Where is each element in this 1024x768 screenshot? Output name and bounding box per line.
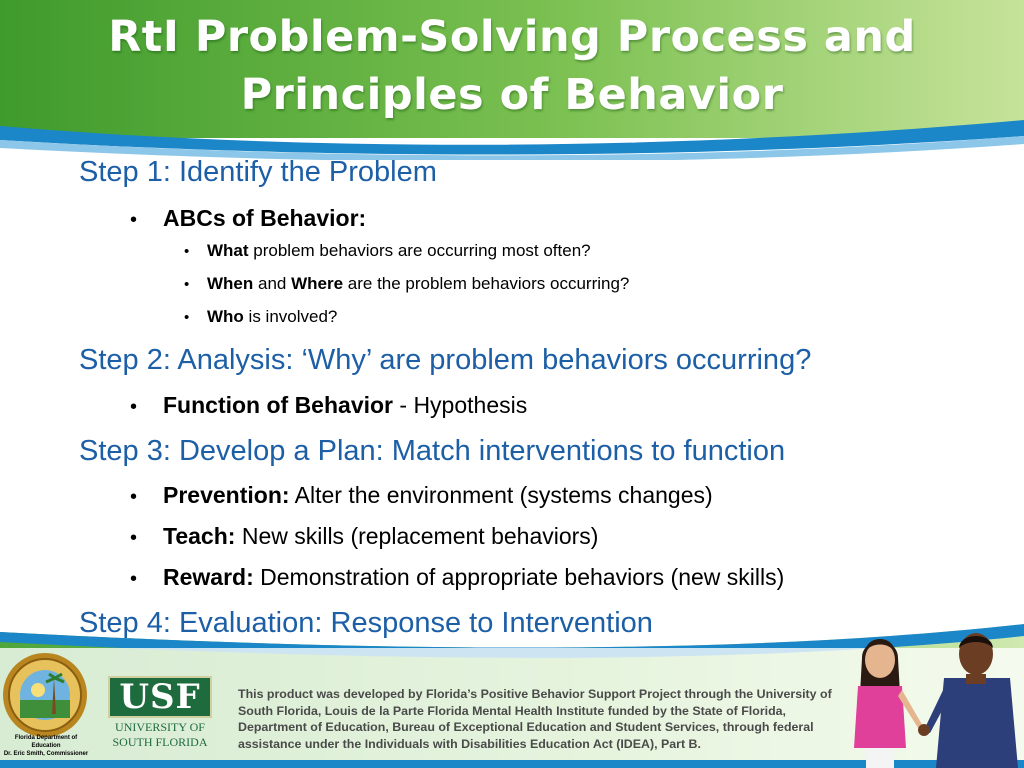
florida-state-seal-icon — [2, 652, 88, 738]
bullet-dot-icon: • — [130, 568, 138, 590]
step-4-heading: Step 4: Evaluation: Response to Intervention — [79, 607, 653, 639]
step-3-heading: Step 3: Develop a Plan: Match interventions to function — [79, 435, 786, 467]
step-1-heading: Step 1: Identify the Problem — [79, 156, 437, 188]
bullet-dot-icon: • — [184, 243, 190, 260]
bullet-dot-icon: • — [184, 276, 190, 293]
seal-caption: Florida Department of Education Dr. Eric Smith, Commissioner — [3, 735, 89, 757]
sub-bullet-when-where: • When and Where are the problem behaviors occurring? — [184, 272, 629, 297]
usf-logo — [108, 676, 212, 752]
girl-figure — [854, 639, 924, 768]
sub-bullet-who: • Who is involved? — [184, 305, 337, 330]
bullet-teach: • Teach: New skills (replacement behaviors) — [130, 521, 598, 553]
bullet-dot-icon: • — [130, 396, 138, 418]
bullet-dot-icon: • — [130, 209, 138, 231]
boy-figure — [918, 633, 1018, 768]
step-2-heading: Step 2: Analysis: ‘Why’ are problem behaviors occurring? — [79, 344, 812, 376]
bullet-reward: • Reward: Demonstration of appropriate behaviors (new skills) — [130, 562, 784, 594]
slide-title: RtI Problem-Solving Process and Principles of Behavior — [108, 12, 916, 120]
bullet-dot-icon: • — [184, 309, 190, 326]
funding-statement: This product was developed by Florida’s Positive Behavior Support Project through the University of South Florida, Louis de la Parte Florida Mental Health Institute funded by the State of Florida, Department of Education, Bureau of Exceptional Education and Student Services, through federal assistance under the Individuals with Disabilities Education Act (IDEA), Part B. — [238, 687, 832, 751]
bullet-abcs: • ABCs of Behavior: — [130, 203, 366, 235]
children-photo — [840, 630, 1024, 768]
bullet-dot-icon: • — [130, 486, 138, 508]
sub-bullet-what: • What problem behaviors are occurring most often? — [184, 239, 591, 264]
usf-name: UNIVERSITY OF SOUTH FLORIDA — [112, 720, 208, 749]
bullet-prevention: • Prevention: Alter the environment (systems changes) — [130, 480, 713, 512]
usf-mark: USF — [108, 676, 212, 718]
bullet-function-of-behavior: • Function of Behavior - Hypothesis — [130, 390, 527, 422]
bullet-dot-icon: • — [130, 527, 138, 549]
